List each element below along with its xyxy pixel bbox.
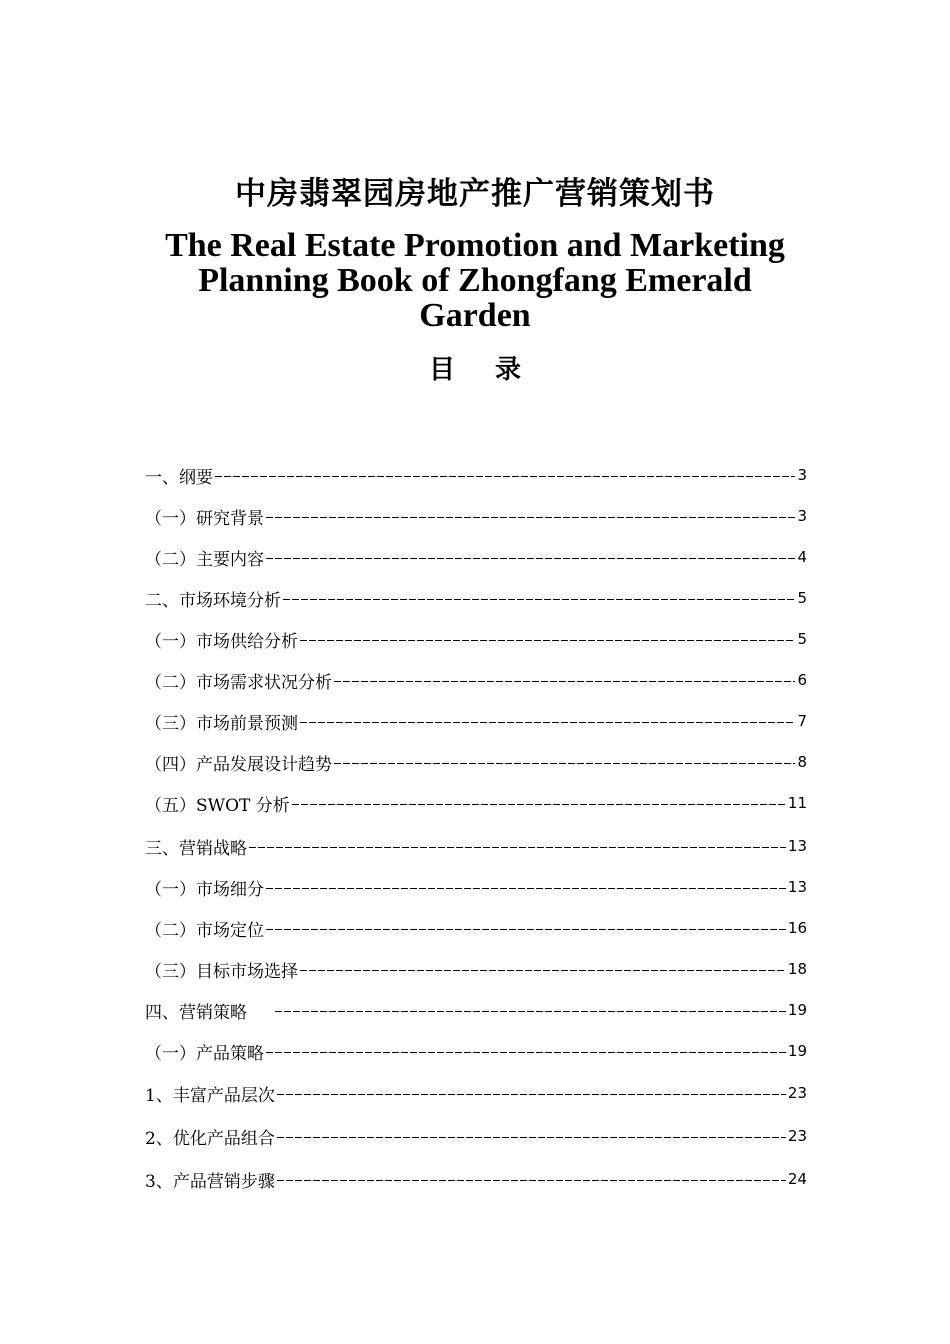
toc-page-number: 19 [787,1042,807,1060]
toc-leader-dashes [266,929,786,930]
toc-leader-dashes [300,640,795,641]
document-title-english: The Real Estate Promotion and Marketing Planning Book of Zhongfang Emerald Garden [165,227,785,334]
toc-entry-label: （一）市场供给分析 [145,631,298,652]
toc-page-number: 18 [787,960,807,978]
toc-entry[interactable] [145,543,807,571]
toc-leader-dashes [266,888,786,889]
toc-page-number: 24 [787,1170,807,1188]
toc-entry[interactable] [145,789,807,817]
toc-entry[interactable] [145,996,807,1024]
toc-page-number: 23 [787,1084,807,1102]
toc-entry[interactable] [145,832,807,860]
toc-entry-label: 3、产品营销步骤 [145,1171,275,1192]
toc-page-number: 6 [797,671,807,689]
toc-heading-char-1: 目 [428,355,455,385]
toc-page-number: 13 [787,837,807,855]
toc-entry[interactable] [145,955,807,983]
toc-heading [0,350,950,390]
toc-entry[interactable] [145,914,807,942]
toc-entry-label: （三）市场前景预测 [145,713,298,734]
toc-leader-dashes [266,1052,786,1053]
toc-page-number: 5 [797,589,807,607]
toc-leader-dashes [292,804,786,805]
toc-entry-label: 一、纲要 [145,467,213,488]
toc-entry-label: （二）市场定位 [145,920,264,941]
toc-entry-label: （一）产品策略 [145,1043,264,1064]
toc-entry-label: （四）产品发展设计趋势 [145,754,332,775]
toc-entry[interactable] [145,625,807,653]
toc-leader-dashes [266,558,795,559]
toc-entry-label: 1、丰富产品层次 [145,1085,275,1106]
toc-entry[interactable] [145,1037,807,1065]
toc-leader-dashes [277,1137,786,1138]
toc-entry[interactable] [145,502,807,530]
toc-entry[interactable] [145,1079,807,1107]
toc-entry-label: 二、市场环境分析 [145,590,281,611]
toc-entry[interactable] [145,707,807,735]
toc-leader-dashes [300,970,786,971]
toc-page-number: 13 [787,878,807,896]
toc-heading-char-2: 录 [495,355,522,385]
toc-entry[interactable] [145,873,807,901]
toc-page-number: 8 [797,753,807,771]
toc-entry-label: （三）目标市场选择 [145,961,298,982]
toc-leader-dashes [249,847,786,848]
toc-entry-label: （一）研究背景 [145,508,264,529]
document-title-chinese: 中房翡翠园房地产推广营销策划书 [235,176,715,212]
toc-entry-label: （二）市场需求状况分析 [145,672,332,693]
toc-page-number: 4 [797,548,807,566]
toc-page-number: 5 [797,630,807,648]
toc-leader-dashes [300,722,795,723]
toc-page-number: 16 [787,919,807,937]
toc-page-number: 19 [787,1001,807,1019]
toc-leader-dashes [215,476,795,477]
toc-leader-dashes [334,681,795,682]
toc-entry[interactable] [145,748,807,776]
toc-entry-label: 三、营销战略 [145,838,247,859]
toc-entry-label: （一）市场细分 [145,879,264,900]
toc-entry[interactable] [145,461,807,489]
toc-page-number: 7 [797,712,807,730]
toc-entry[interactable] [145,666,807,694]
toc-entry-label: 四、营销策略 [145,1002,247,1023]
toc-leader-dashes [275,1011,786,1012]
toc-page-number: 11 [787,794,807,812]
toc-entry[interactable] [145,1165,807,1193]
toc-leader-dashes [277,1180,786,1181]
toc-leader-dashes [266,517,795,518]
toc-entry-label: （五）SWOT 分析 [145,795,290,816]
toc-entry-label: （二）主要内容 [145,549,264,570]
toc-leader-dashes [277,1094,786,1095]
toc-page-number: 3 [797,466,807,484]
toc-page-number: 3 [797,507,807,525]
toc-leader-dashes [334,763,795,764]
toc-page-number: 23 [787,1127,807,1145]
toc-entry-label: 2、优化产品组合 [145,1128,275,1149]
toc-entry[interactable] [145,584,807,612]
toc-entry[interactable] [145,1122,807,1150]
toc-leader-dashes [283,599,795,600]
